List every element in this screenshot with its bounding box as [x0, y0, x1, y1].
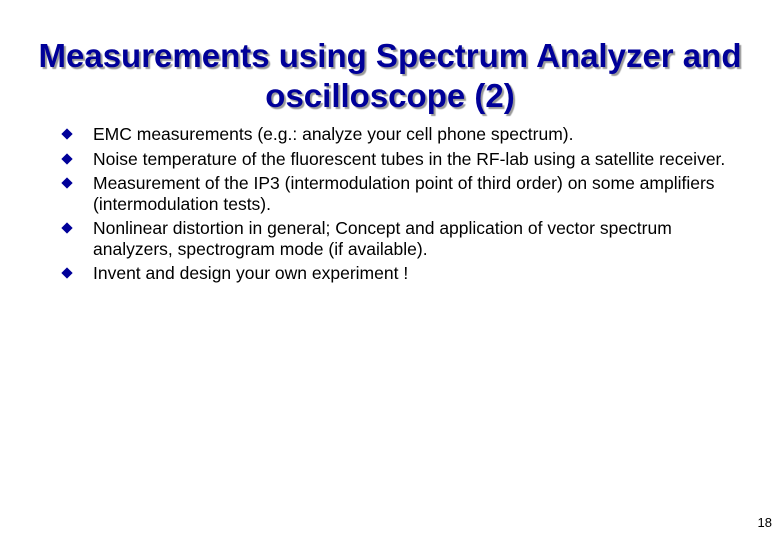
- bullet-text: Invent and design your own experiment !: [93, 263, 409, 283]
- bullet-text: Nonlinear distortion in general; Concept and application of vector spectrum analyzers, spectrogram mode (if available).: [93, 218, 672, 259]
- slide-title-line-1: Measurements using Spectrum Analyzer and: [38, 37, 742, 75]
- bullet-item: [62, 124, 752, 145]
- bullet-text: Noise temperature of the fluorescent tubes in the RF-lab using a satellite receiver.: [93, 148, 726, 169]
- diamond-bullet-icon: [61, 177, 72, 188]
- diamond-bullet-icon: [61, 267, 72, 278]
- bullet-text: Measurement of the IP3 (intermodulation point of third order) on some amplifiers (intermodulation tests).: [93, 173, 715, 214]
- bullet-item: [62, 149, 752, 170]
- bullet-item: [62, 218, 752, 259]
- diamond-bullet-icon: [61, 222, 72, 233]
- bullet-item: [62, 173, 752, 214]
- bullet-list: [62, 124, 752, 288]
- diamond-bullet-icon: [61, 128, 72, 139]
- diamond-bullet-icon: [61, 153, 72, 164]
- bullet-text: EMC measurements (e.g.: analyze your cell phone spectrum).: [93, 124, 574, 144]
- page-number: 18: [757, 515, 772, 530]
- slide-title: [0, 36, 780, 116]
- slide-title-line-2: oscilloscope (2): [265, 77, 515, 115]
- bullet-item: [62, 263, 752, 284]
